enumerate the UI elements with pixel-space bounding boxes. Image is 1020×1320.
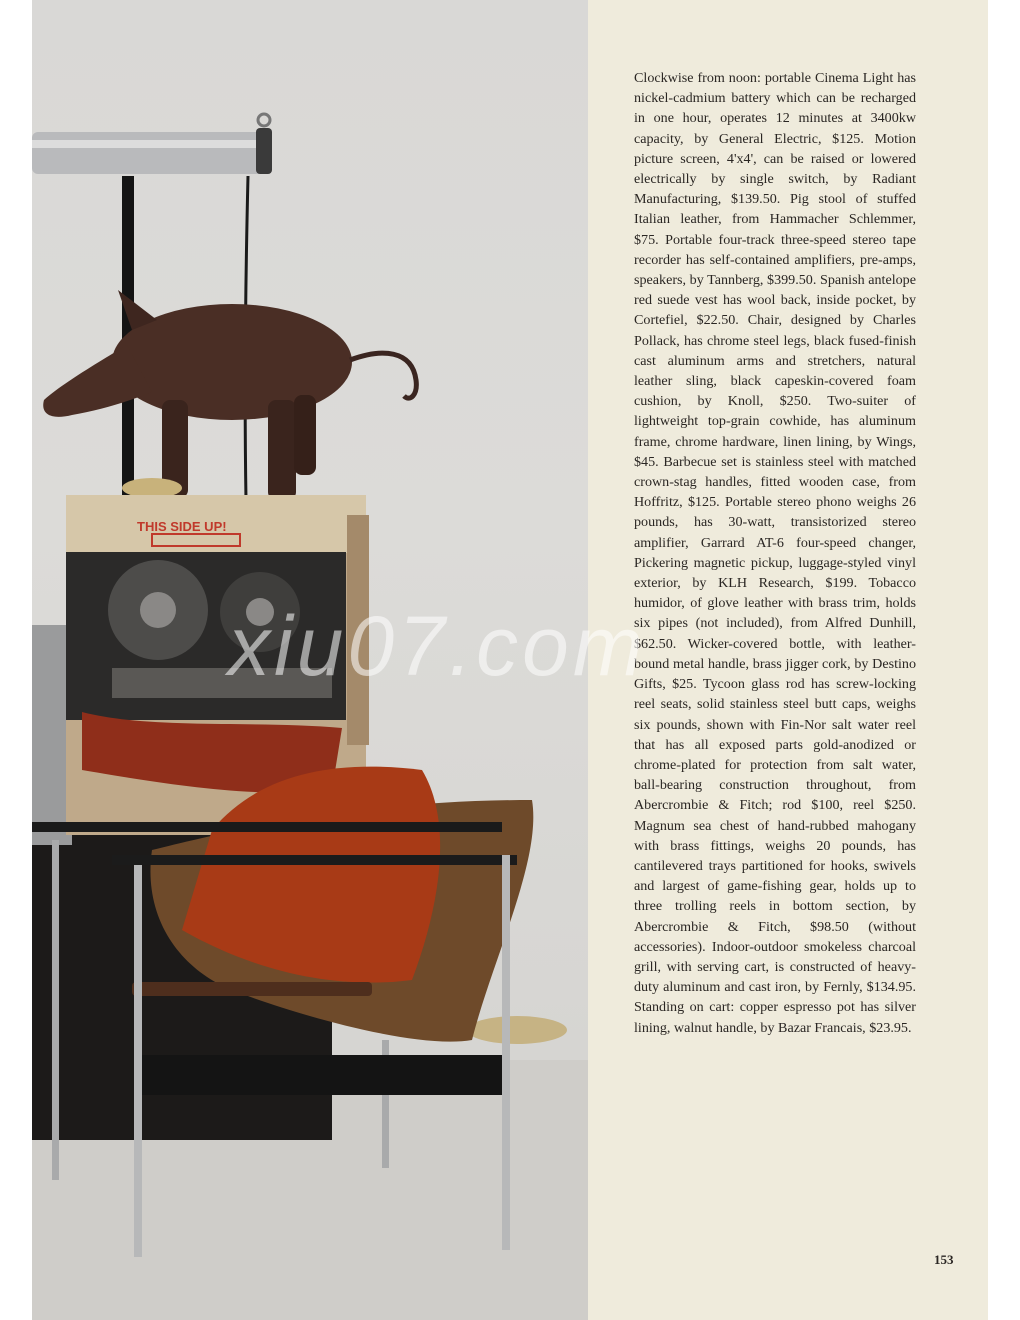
watermark: xiu07.com xyxy=(228,599,647,693)
product-photo xyxy=(32,0,588,1320)
pig-stool xyxy=(43,290,416,500)
caption-column xyxy=(634,68,916,1038)
tape-recorder xyxy=(66,552,346,720)
scan-margin-right xyxy=(988,0,1020,1320)
caption-text: Clockwise from noon: portable Cinema Light has nickel-cadmium battery which can be recharged in one hour, operates 12 minutes at 3400kw capacity, by General Electric, $125. Motion picture screen, 4'x4', can be raised or lowered electrically by single switch, by Radiant Manufacturing, $139.50. Pig stool of stuffed Italian leather, from Hammacher Schlemmer, $75. Portable four-track three-speed stereo tape recorder has self-contained amplifiers, pre-amps, speakers, by Tannberg, $399.50. Spanish antelope red suede vest has wool back, inside pocket, by Cortefiel, $22.50. Chair, designed by Charles Pollack, has chrome steel legs, black fused-finish cast aluminum arms and stretchers, natural leather sling, black capeskin-covered foam cushion, by Knoll, $250. Two-suiter of lightweight top-grain cowhide, has aluminum frame, chrome hardware, linen lining, by Wings, $45. Barbecue set is stainless steel with matched crown-stag handles, fitted wooden case, from Hoffritz, $125. Portable stereo phono weighs 26 pounds, has 30-watt, transistorized stereo amplifier, Garrard AT-6 four-speed changer, Pickering magnetic pickup, luggage-styled vinyl exterior, by KLH Research, $199. Tobacco humidor, of glove leather with brass trim, holds six pipes (not included), from Alfred Dunhill, $62.50. Wicker-covered bottle, with leather-bound metal handle, brass jigger cork, by Destino Gifts, $25. Tycoon glass rod has screw-locking reel seats, solid stainless steel butt caps, weighs six pounds, shown with Fin-Nor salt water reel that has all exposed parts gold-anodized or chrome-plated for protection from salt water, ball-bearing construction throughout, from Abercrombie & Fitch; rod $100, reel $250. Magnum sea chest of hand-rubbed mahogany with brass fittings, weighs 20 pounds, has cantilevered trays partitioned for hooks, swivels and largest of game-fishing gear, holds up to three trolling reels in bottom section, by Abercrombie & Fitch, $98.50 (without accessories). Indoor-outdoor smokeless charcoal grill, with serving cart, is constructed of heavy-duty aluminum and cast iron, by Fernly, $134.95. Standing on cart: copper espresso pot has silver lining, walnut handle, by Bazar Francais, $23.95. xyxy=(634,70,916,1036)
photo-illustration xyxy=(32,0,588,1320)
page-number: 153 xyxy=(934,1252,954,1267)
magazine-page xyxy=(32,0,988,1320)
box-label: THIS SIDE UP! xyxy=(137,519,227,534)
scan-margin-left xyxy=(0,0,32,1320)
